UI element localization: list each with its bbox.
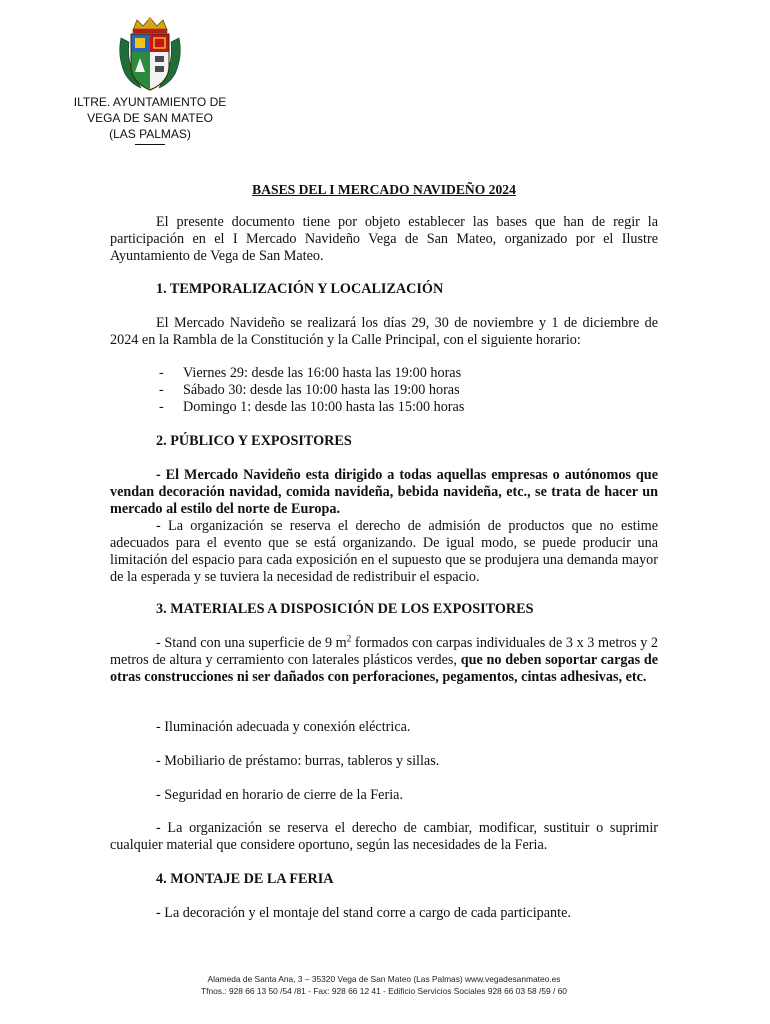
section-2-bold-paragraph: - El Mercado Navideño esta dirigido a todas aquellas empresas o autónomos que vendan decoración navidad, comida navideña, bebida navideña, etc., se trata de hacer un mercado al estilo del norte de Europa.: [110, 467, 658, 517]
section-2-paragraph: - La organización se reserva el derecho de admisión de productos que no estime adecuados para el evento que se está organizando. De igual modo, se puede producir una limitación del espacio para cada exposición en el supuesto que se produjera una demanda mayor de la esperada y se tuviera la necesidad de redistribuir el espacio.: [110, 518, 658, 585]
intro-paragraph: El presente documento tiene por objeto establecer las bases que han de regir la participación en el I Mercado Navideño Vega de San Mateo, organizado por el Ilustre Ayuntamiento de Vega de San Mateo.: [110, 214, 658, 264]
letterhead-line-2: VEGA DE SAN MATEO: [87, 111, 213, 125]
letterhead-divider: [135, 144, 165, 145]
footer-address: Alameda de Santa Ana, 3 – 35320 Vega de San Mateo (Las Palmas) www.vegadesanmateo.es: [207, 974, 561, 984]
schedule-item: - Viernes 29: desde las 16:00 hasta las 19:00 horas: [159, 365, 462, 381]
security-item: - Seguridad en horario de cierre de la Feria.: [156, 787, 403, 803]
section-3-heading: 3. MATERIALES A DISPOSICIÓN DE LOS EXPOSITORES: [156, 601, 534, 617]
schedule-item: - Sábado 30: desde las 10:00 hasta las 19:00 horas: [159, 382, 460, 398]
section-4-heading: 4. MONTAJE DE LA FERIA: [156, 871, 334, 887]
page-footer: [110, 973, 658, 997]
organization-rights-item: - La organización se reserva el derecho de cambiar, modificar, sustituir o suprimir cualquier material que considere oportuno, según las necesidades de la Feria.: [110, 820, 658, 853]
letterhead-line-1: ILTRE. AYUNTAMIENTO DE: [73, 95, 227, 109]
coat-of-arms-logo: [115, 16, 185, 92]
section-2-heading: 2. PÚBLICO Y EXPOSITORES: [156, 433, 352, 449]
assembly-item: - La decoración y el montaje del stand corre a cargo de cada participante.: [156, 905, 571, 921]
section-1-heading: 1. TEMPORALIZACIÓN Y LOCALIZACIÓN: [156, 281, 444, 297]
letterhead-line-3: (LAS PALMAS): [109, 127, 191, 141]
section-1-paragraph: El Mercado Navideño se realizará los días 29, 30 de noviembre y 1 de diciembre de 2024 en la Rambla de la Constitución y la Calle Principal, con el siguiente horario:: [110, 315, 658, 348]
schedule-list: [156, 365, 464, 416]
schedule-item: - Domingo 1: desde las 10:00 hasta las 15:00 horas: [159, 399, 465, 415]
lighting-item: - Iluminación adecuada y conexión eléctrica.: [156, 719, 411, 735]
document-title: BASES DEL I MERCADO NAVIDEÑO 2024: [252, 182, 516, 197]
letterhead: [60, 94, 240, 145]
footer-phones: Tfnos.: 928 66 13 50 /54 /81 - Fax: 928 66 12 41 - Edificio Servicios Sociales 928 66 03 58 /59 / 60: [201, 986, 567, 996]
stand-paragraph: - Stand con una superficie de 9 $m^2$ formados con carpas individuales de 3 x 3 metros y 2 metros de altura y cerramiento con laterales plásticos verdes, que no deben soportar cargas de otras construcciones ni ser dañados con perforaciones, pegamentos, cintas adhesivas, etc.: [110, 633, 659, 685]
furniture-item: - Mobiliario de préstamo: burras, tableros y sillas.: [156, 753, 440, 769]
